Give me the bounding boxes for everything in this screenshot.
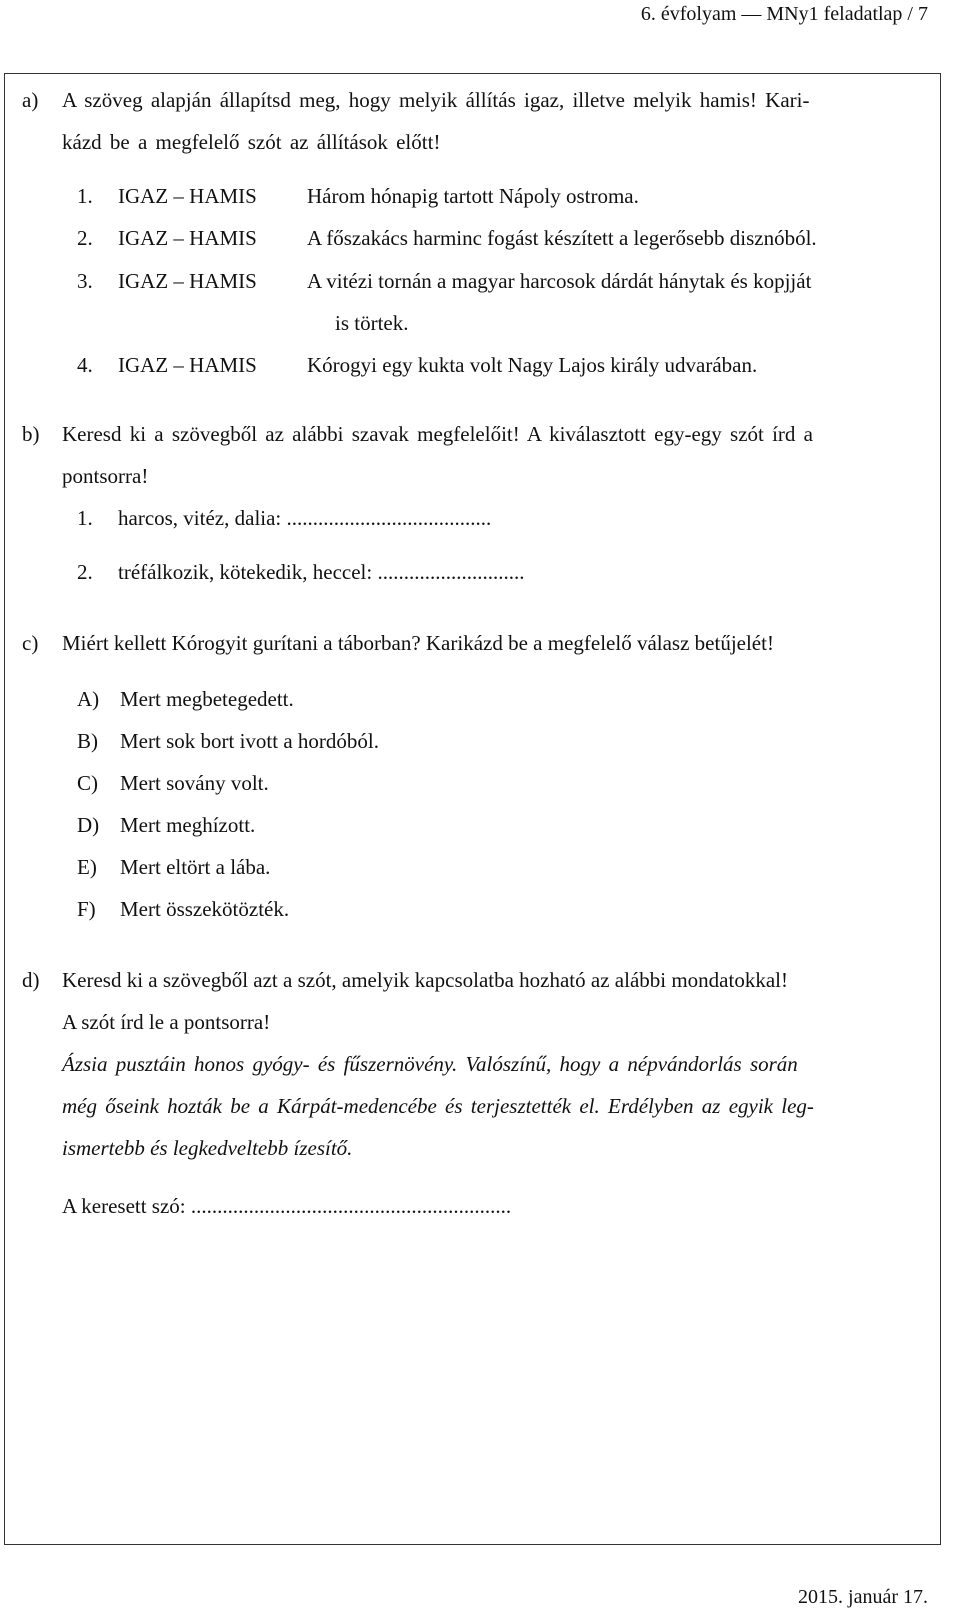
task-d-instruction-1: Keresd ki a szövegből azt a szót, amelyik kapcsolatba hozható az alábbi mondatokkal! (62, 968, 788, 992)
answer-option-text: Mert megbetegedett. (120, 687, 294, 711)
statement-number: 1. (77, 184, 93, 208)
task-a-instruction-2: kázd be a megfelelő szót az állítások előtt! (62, 130, 441, 154)
answer-option-text: Mert meghízott. (120, 813, 256, 837)
task-d-quote-2: még őseink hozták be a Kárpát-medencébe és terjesztették el. Erdélyben az egyik leg- (62, 1094, 814, 1118)
word-item-number: 2. (77, 560, 93, 584)
task-d-letter: d) (22, 968, 40, 992)
task-d-quote-1: Ázsia pusztáin honos gyógy- és fűszernövény. Valószínű, hogy a népvándorlás során (62, 1052, 798, 1076)
task-a-letter: a) (22, 88, 39, 112)
true-false-options[interactable]: IGAZ – HAMIS (118, 269, 257, 293)
task-c-letter: c) (22, 631, 39, 655)
word-item-dotted-line[interactable]: harcos, vitéz, dalia: ....................................... (118, 506, 492, 530)
task-frame (4, 73, 941, 1545)
statement-text: A vitézi tornán a magyar harcosok dárdát hánytak és kopjját (307, 269, 812, 293)
statement-number: 3. (77, 269, 93, 293)
answer-option-label[interactable]: C) (77, 771, 98, 795)
answer-option-text: Mert sok bort ivott a hordóból. (120, 729, 379, 753)
statement-text: Három hónapig tartott Nápoly ostroma. (307, 184, 639, 208)
answer-option-label[interactable]: A) (77, 687, 100, 711)
task-d-quote-3: ismertebb és legkedveltebb ízesítő. (62, 1136, 353, 1160)
task-b-instruction-1: Keresd ki a szövegből az alábbi szavak megfelelőit! A kiválasztott egy-egy szót írd a (62, 422, 814, 446)
task-a-instruction-1: A szöveg alapján állapítsd meg, hogy melyik állítás igaz, illetve melyik hamis! Kari- (62, 88, 810, 112)
word-item-dotted-line[interactable]: tréfálkozik, kötekedik, heccel: ............................ (118, 560, 525, 584)
task-d-instruction-2: A szót írd le a pontsorra! (62, 1010, 271, 1034)
answer-option-label[interactable]: D) (77, 813, 100, 837)
true-false-options[interactable]: IGAZ – HAMIS (118, 226, 257, 250)
true-false-options[interactable]: IGAZ – HAMIS (118, 353, 257, 377)
page-footer-date: 2015. január 17. (798, 1586, 928, 1608)
true-false-options[interactable]: IGAZ – HAMIS (118, 184, 257, 208)
statement-text: A főszakács harminc fogást készített a legerősebb disznóból. (307, 226, 817, 250)
answer-option-text: Mert eltört a lába. (120, 855, 271, 879)
task-b-letter: b) (22, 422, 40, 446)
task-d-answer-line[interactable]: A keresett szó: ............................................................. (62, 1194, 512, 1218)
task-c-question: Miért kellett Kórogyit gurítani a táborban? Karikázd be a megfelelő válasz betűjelét! (62, 631, 774, 655)
answer-option-text: Mert sovány volt. (120, 771, 269, 795)
statement-number: 2. (77, 226, 93, 250)
answer-option-label[interactable]: E) (77, 855, 97, 879)
statement-number: 4. (77, 353, 93, 377)
statement-text-continued: is törtek. (335, 311, 409, 335)
word-item-number: 1. (77, 506, 93, 530)
answer-option-label[interactable]: F) (77, 897, 96, 921)
answer-option-label[interactable]: B) (77, 729, 98, 753)
page-header: 6. évfolyam — MNy1 feladatlap / 7 (640, 3, 928, 25)
statement-text: Kórogyi egy kukta volt Nagy Lajos király udvarában. (307, 353, 758, 377)
answer-option-text: Mert összekötözték. (120, 897, 290, 921)
task-b-instruction-2: pontsorra! (62, 464, 149, 488)
